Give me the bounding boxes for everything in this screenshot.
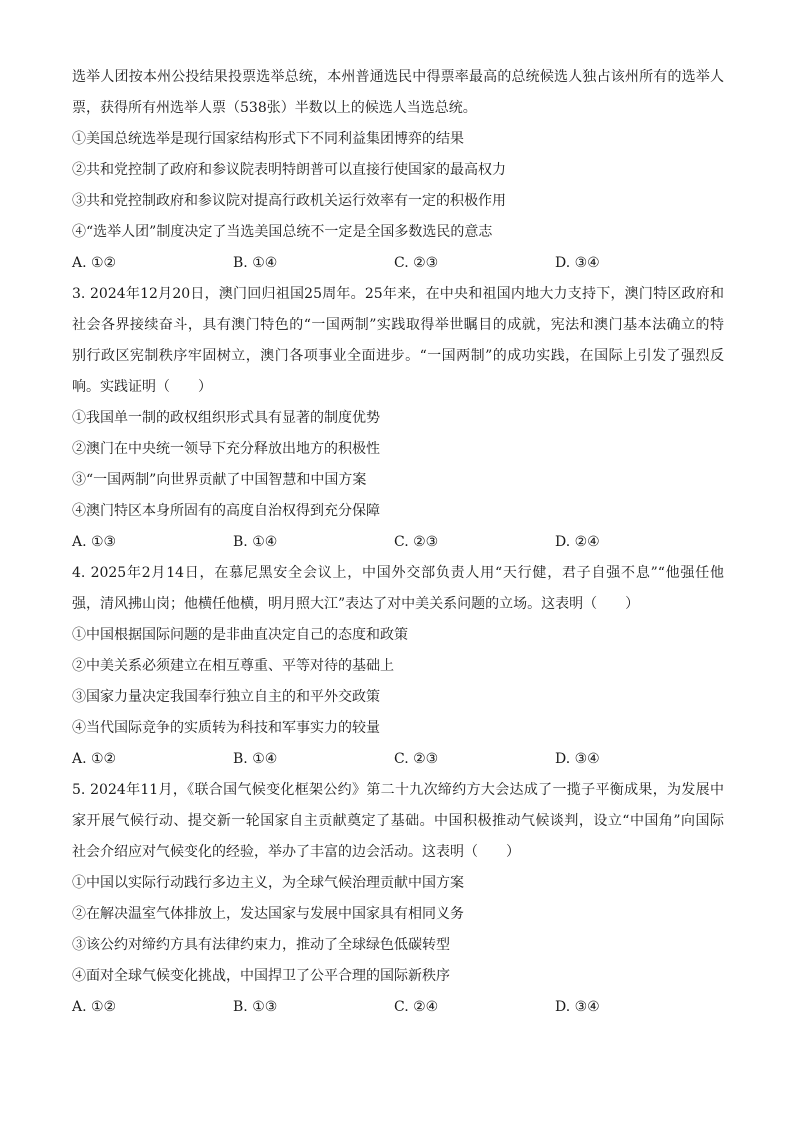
statement: ④“选举人团”制度决定了当选美国总统不一定是全国多数选民的意志 — [72, 224, 493, 240]
statement: ②中美关系必须建立在相互尊重、平等对待的基础上 — [72, 658, 394, 674]
option-c: C. ②④ — [394, 999, 439, 1015]
option-b: B. ①④ — [233, 751, 278, 767]
question-text-line: 票，获得所有州选举人票（538张）半数以上的候选人当选总统。 — [72, 100, 477, 116]
question-3-text-line: 别行政区宪制秩序牢固树立，澳门各项事业全面进步。“一国两制”的成功实践，在国际上引发了强烈反 — [72, 348, 724, 364]
question-5-text-line: 5. 2024年11月，《联合国气候变化框架公约》第二十九次缔约方大会达成了一揽子平衡成果，为发展中 — [72, 782, 724, 798]
answer-options — [72, 527, 724, 558]
option-b: B. ①④ — [233, 255, 278, 271]
question-4-text-line: 4. 2025年2月14日，在慕尼黑安全会议上，中国外交部负责人用“天行健，君子自强不息”“他强任他 — [72, 565, 724, 581]
statement: ②在解决温室气体排放上，发达国家与发展中国家具有相同义务 — [72, 906, 464, 922]
answer-options — [72, 744, 724, 775]
question-text-line: 选举人团按本州公投结果投票选举总统，本州普通选民中得票率最高的总统候选人独占该州所有的选举人 — [72, 69, 724, 85]
statement: ④面对全球气候变化挑战，中国捍卫了公平合理的国际新秩序 — [72, 968, 450, 984]
exam-page — [72, 62, 724, 1023]
question-4-text-line: 强，清风拂山岗；他横任他横，明月照大江”表达了对中美关系问题的立场。这表明（ ） — [72, 596, 640, 612]
option-d: D. ③④ — [555, 999, 600, 1015]
option-a: A. ①② — [72, 999, 117, 1015]
statement: ④当代国际竞争的实质转为科技和军事实力的较量 — [72, 720, 380, 736]
statement: ③该公约对缔约方具有法律约束力，推动了全球绿色低碳转型 — [72, 937, 450, 953]
option-d: D. ②④ — [555, 534, 600, 550]
statement: ③“一国两制”向世界贡献了中国智慧和中国方案 — [72, 472, 367, 488]
option-c: C. ②③ — [394, 255, 439, 271]
statement: ③共和党控制政府和参议院对提高行政机关运行效率有一定的积极作用 — [72, 193, 506, 209]
statement: ②共和党控制了政府和参议院表明特朗普可以直接行使国家的最高权力 — [72, 162, 506, 178]
option-a: A. ①② — [72, 751, 117, 767]
option-a: A. ①③ — [72, 534, 117, 550]
statement: ②澳门在中央统一领导下充分释放出地方的积极性 — [72, 441, 380, 457]
option-b: B. ①④ — [233, 534, 278, 550]
statement: ①我国单一制的政权组织形式具有显著的制度优势 — [72, 410, 380, 426]
statement: ④澳门特区本身所固有的高度自治权得到充分保障 — [72, 503, 380, 519]
question-5-text-line: 家开展气候行动、提交新一轮国家自主贡献奠定了基础。中国积极推动气候谈判，设立“中国角”向国际 — [72, 813, 724, 829]
statement: ①中国以实际行动践行多边主义，为全球气候治理贡献中国方案 — [72, 875, 464, 891]
statement: ①美国总统选举是现行国家结构形式下不同利益集团博弈的结果 — [72, 131, 464, 147]
question-3-text-line: 3. 2024年12月20日，澳门回归祖国25周年。25年来，在中央和祖国内地大力支持下，澳门特区政府和 — [72, 286, 724, 302]
answer-options — [72, 248, 724, 279]
statement: ①中国根据国际问题的是非曲直决定自己的态度和政策 — [72, 627, 408, 643]
option-a: A. ①② — [72, 255, 117, 271]
option-c: C. ②③ — [394, 534, 439, 550]
statement: ③国家力量决定我国奉行独立自主的和平外交政策 — [72, 689, 380, 705]
option-b: B. ①③ — [233, 999, 278, 1015]
question-3-text-line: 社会各界接续奋斗，具有澳门特色的“一国两制”实践取得举世瞩目的成就，宪法和澳门基本法确立的特 — [72, 317, 724, 333]
option-d: D. ③④ — [555, 751, 600, 767]
option-d: D. ③④ — [555, 255, 600, 271]
option-c: C. ②③ — [394, 751, 439, 767]
question-5-text-line: 社会介绍应对气候变化的经验，举办了丰富的边会活动。这表明（ ） — [72, 844, 520, 860]
question-3-text-line: 响。实践证明（ ） — [72, 379, 212, 395]
answer-options — [72, 992, 724, 1023]
